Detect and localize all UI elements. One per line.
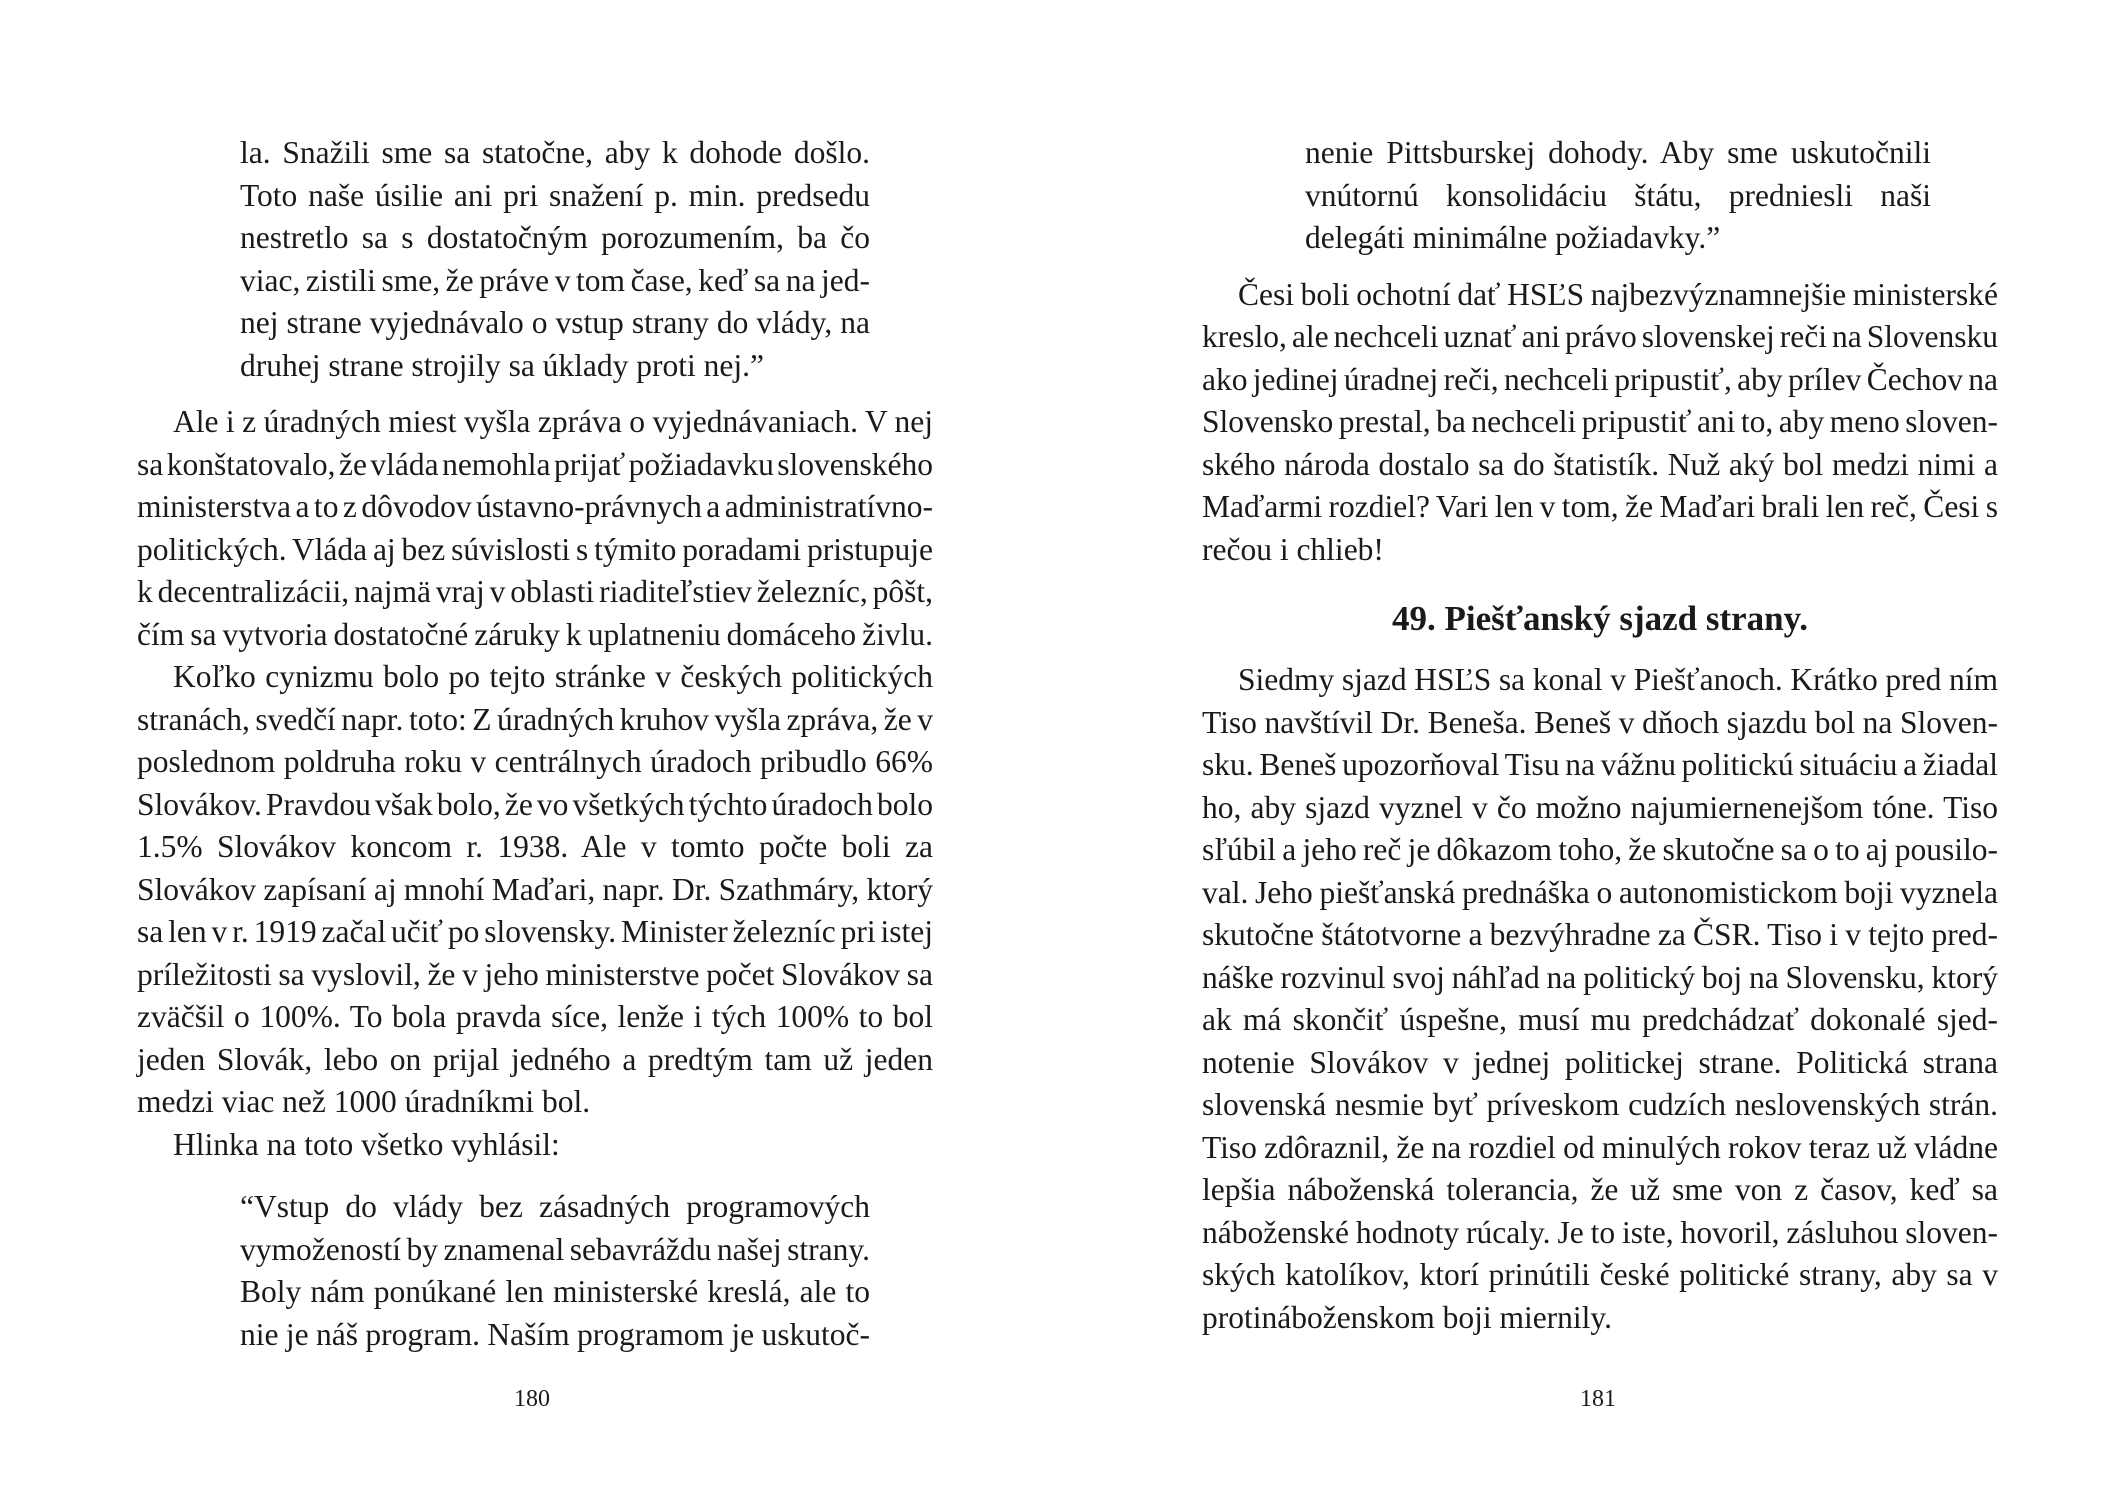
text-line: Česi boli ochotní dať HSĽS najbezvýznamnejšie ministerské — [1238, 276, 1998, 312]
text-line: ského národa dostalo sa do štatistík. Nuž aký bol medzi nimi a — [1202, 446, 1998, 482]
text-line: rečou i chlieb! — [1202, 531, 1384, 567]
right-paragraph-2 — [1202, 659, 1998, 1339]
right-page-text — [1202, 132, 1998, 1339]
page-number: 181 — [1580, 1386, 1616, 1412]
text-line: viac, zistili sme, že práve v tom čase, keď sa na jed- — [240, 262, 870, 298]
text-line: ak má skončiť úspešne, musí mu predchádzať dokonalé sjed- — [1202, 1002, 1998, 1037]
text-line: príležitosti sa vyslovil, že v jeho ministerstve počet Slovákov sa — [137, 956, 933, 992]
left-paragraph-2 — [137, 656, 933, 1124]
text-line: druhej strane strojily sa úklady proti nej.” — [240, 347, 764, 383]
text-line: nej strane vyjednávalo o vstup strany do vlády, na — [240, 305, 870, 340]
section-heading: 49. Piešťanský sjazd strany. — [1392, 599, 1808, 638]
text-line: jeden Slovák, lebo on prijal jedného a predtým tam už jeden — [137, 1041, 933, 1077]
text-line: Siedmy sjazd HSĽS sa konal v Piešťanoch. Krátko pred ním — [1238, 662, 1998, 697]
text-line: politických. Vláda aj bez súvislosti s týmito poradami pristupuje — [137, 531, 933, 567]
text-line: Hlinka na toto všetko vyhlásil: — [173, 1126, 560, 1162]
text-line: náboženské hodnoty rúcaly. Je to iste, hovoril, zásluhou sloven- — [1202, 1214, 1998, 1250]
text-line: protináboženskom boji miernily. — [1202, 1299, 1613, 1335]
right-quote-top — [1305, 132, 1931, 260]
text-line: “Vstup do vlády bez zásadných programových — [240, 1189, 870, 1224]
text-line: nestretlo sa s dostatočným porozumením, ba čo — [240, 220, 870, 255]
text-line: Slovákov zapísaní aj mnohí Maďari, napr. Dr. Szathmáry, ktorý — [137, 871, 933, 907]
left-paragraph-1 — [137, 401, 933, 656]
left-quote-bottom — [240, 1186, 870, 1356]
text-line: vnútornú konsolidáciu štátu, predniesli naši — [1305, 177, 1931, 213]
text-line: sa len v r. 1919 začal učiť po slovensky. Minister železníc pri istej — [137, 914, 933, 949]
left-quote-top — [240, 132, 870, 387]
text-line: čím sa vytvoria dostatočné záruky k uplatneniu domáceho živlu. — [137, 616, 933, 652]
text-line: medzi viac než 1000 úradníkmi bol. — [137, 1084, 591, 1119]
text-line: 1.5% Slovákov koncom r. 1938. Ale v tomto počte boli za — [137, 829, 933, 864]
text-line: slovenská nesmie byť príveskom cudzích neslovenských strán. — [1202, 1087, 1998, 1122]
text-line: Tiso zdôraznil, že na rozdiel od minulých rokov teraz už vládne — [1202, 1129, 1998, 1165]
text-line: sľúbil a jeho reč je dôkazom toho, že skutočne sa o to aj pousilo- — [1202, 832, 1998, 867]
text-line: Boly nám ponúkané len ministerské kreslá, ale to — [240, 1274, 870, 1309]
text-line: delegáti minimálne požiadavky.” — [1305, 220, 1721, 255]
text-line: ských katolíkov, ktorí prinútili české politické strany, aby sa v — [1202, 1257, 1998, 1292]
text-line: Maďarmi rozdiel? Vari len v tom, že Maďari brali len reč, Česi s — [1202, 489, 1998, 524]
right-page — [1059, 0, 2118, 1500]
left-page-text — [137, 132, 933, 1356]
text-line: lepšia náboženská tolerancia, že už sme von z časov, keď sa — [1202, 1172, 1998, 1207]
text-line: vymožeností by znamenal sebavráždu našej strany. — [240, 1231, 870, 1267]
text-line: k decentralizácii, najmä vraj v oblasti riaditeľstiev železníc, pôšt, — [137, 574, 933, 609]
text-line: Slovensko prestal, ba nechceli pripustiť ani to, aby meno sloven- — [1202, 404, 1998, 439]
text-line: poslednom poldruha roku v centrálnych úradoch pribudlo 66% — [137, 744, 933, 779]
text-line: skutočne štátotvorne a bezvýhradne za ČSR. Tiso i v tejto pred- — [1202, 917, 1998, 952]
text-line: Koľko cynizmu bolo po tejto stránke v českých politických — [173, 659, 933, 694]
text-line: stranách, svedčí napr. toto: Z úradných kruhov vyšla zpráva, že v — [137, 701, 933, 737]
text-line: zväčšil o 100%. To bola pravda síce, lenže i tých 100% to bol — [137, 999, 933, 1034]
text-line: ministerstva a to z dôvodov ústavno-právnych a administratívno- — [137, 489, 933, 524]
text-line: sku. Beneš upozorňoval Tisu na vážnu politickú situáciu a žiadal — [1202, 747, 1998, 782]
text-line: ako jedinej úradnej reči, nechceli pripustiť, aby prílev Čechov na — [1202, 361, 1998, 397]
page-number: 180 — [514, 1386, 550, 1412]
text-line: náške rozvinul svoj náhľad na politický boj na Slovensku, ktorý — [1202, 959, 1998, 995]
text-line: nenie Pittsburskej dohody. Aby sme uskutočnili — [1305, 135, 1931, 170]
right-paragraph-1 — [1202, 274, 1998, 572]
text-line: Slovákov. Pravdou však bolo, že vo všetkých týchto úradoch bolo — [137, 786, 933, 822]
text-line: kreslo, ale nechceli uznať ani právo slovenskej reči na Slovensku — [1202, 319, 1998, 354]
text-line: ho, aby sjazd vyznel v čo možno najumiernenejšom tóne. Tiso — [1202, 789, 1998, 825]
text-line: val. Jeho piešťanská prednáška o autonomistickom boji vyznela — [1202, 874, 1998, 910]
text-line: nie je náš program. Naším programom je uskutoč- — [240, 1316, 870, 1352]
left-paragraph-3 — [137, 1124, 933, 1167]
text-line: la. Snažili sme sa statočne, aby k dohode došlo. — [240, 135, 870, 170]
text-line: sa konštatovalo, že vláda nemohla prijať požiadavku slovenského — [137, 446, 933, 482]
text-line: Ale i z úradných miest vyšla zpráva o vyjednávaniach. V nej — [173, 404, 933, 439]
text-line: Tiso navštívil Dr. Beneša. Beneš v dňoch sjazdu bol na Sloven- — [1202, 704, 1998, 740]
text-line: notenie Slovákov v jednej politickej strane. Politická strana — [1202, 1044, 1998, 1080]
text-line: Toto naše úsilie ani pri snažení p. min. predsedu — [240, 177, 870, 213]
